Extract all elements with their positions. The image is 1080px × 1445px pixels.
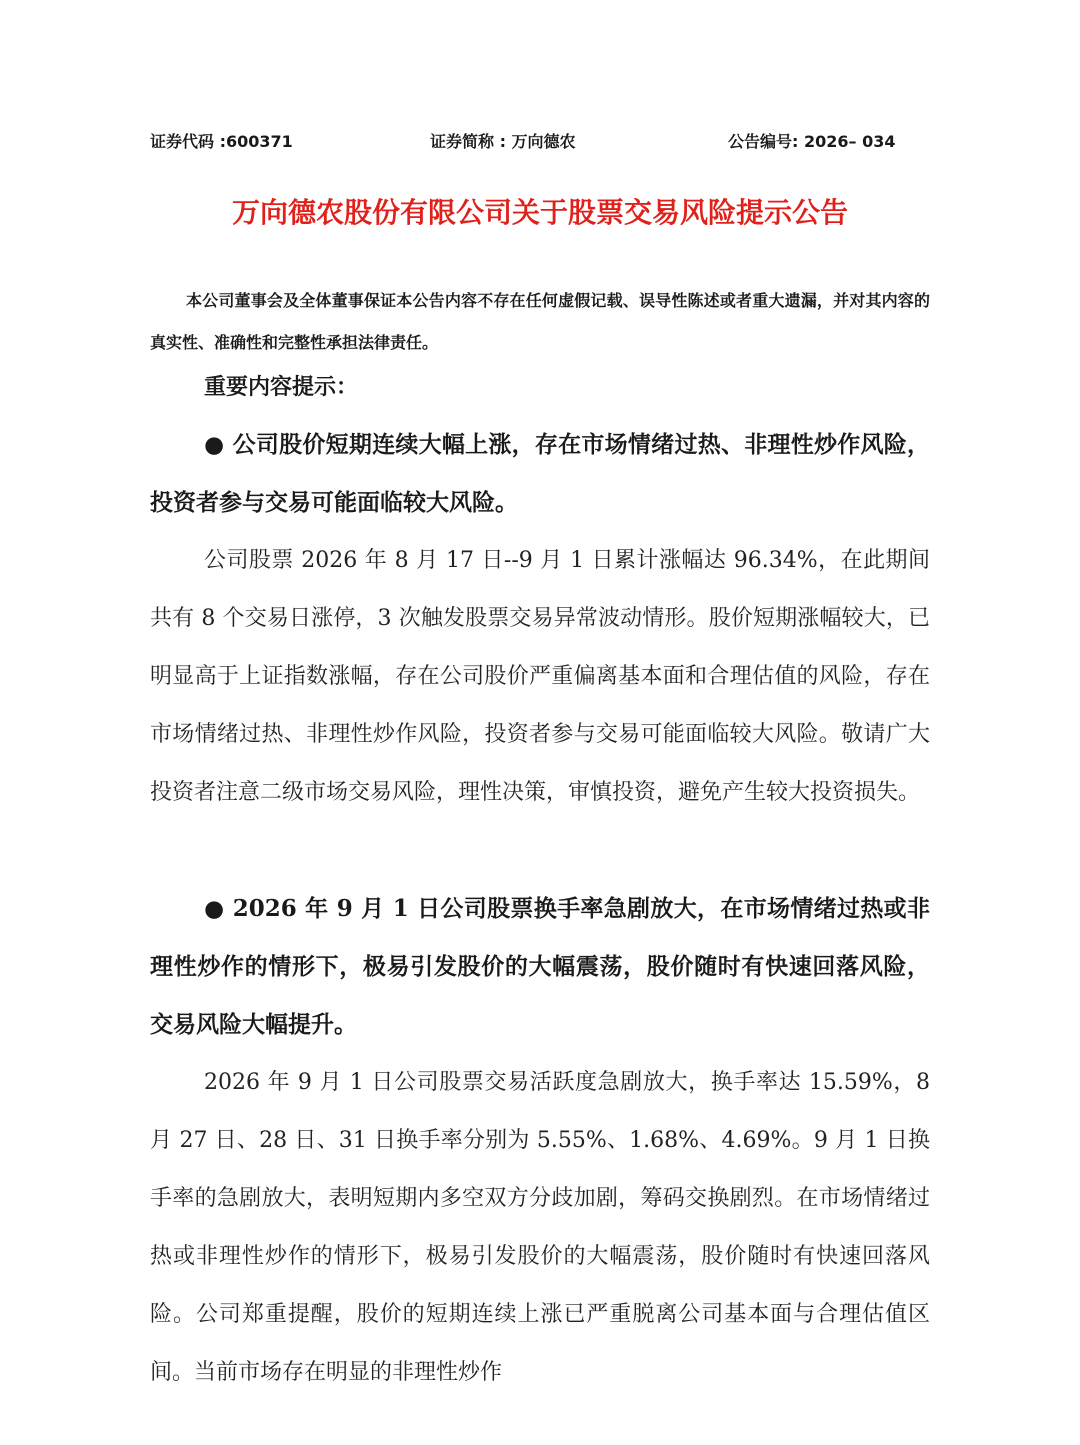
risk-body-2: 2026 年 9 月 1 日公司股票交易活跃度急剧放大，换手率达 15.59%，8 月 27 日、28 日、31 日换手率分别为 5.55%、1.68%、4.69%。9 月 1 日换手率的急剧放大，表明短期内多空双方分歧加剧，筹码交换剧烈。在市场情绪过热或非理性炒作的情形下，极易引发股价的大幅震荡，股价随时有快速回落风险。公司郑重提醒，股价的短期连续上涨已严重脱离公司基本面与合理估值区间。当前市场存在明显的非理性炒作 [150,1070,930,1385]
risk-bullet-2: ● 2026 年 9 月 1 日公司股票换手率急剧放大，在市场情绪过热或非理性炒作的情形下，极易引发股价的大幅震荡，股价随时有快速回落风险，交易风险大幅提升。 [150,895,930,1038]
document-title: 万向德农股份有限公司关于股票交易风险提示公告 [231,196,848,229]
notice-number: 公告编号: 2026– 034 [728,132,896,151]
risk-bullet-1: ● 公司股价短期连续大幅上涨，存在市场情绪过热、非理性炒作风险，投资者参与交易可能面临较大风险。 [150,431,930,516]
board-statement: 本公司董事会及全体董事保证本公告内容不存在任何虚假记载、误导性陈述或者重大遗漏，并对其内容的真实性、准确性和完整性承担法律责任。 [150,291,930,352]
announcement-header [150,128,910,156]
security-short-name: 证券简称 : 万向德农 [430,132,576,151]
section-heading: 重要内容提示： [204,374,359,400]
security-code: 证券代码 :600371 [150,132,293,151]
risk-body-1: 公司股票 2026 年 8 月 17 日--9 月 1 日累计涨幅达 96.34%，在此期间共有 8 个交易日涨停，3 次触发股票交易异常波动情形。股价短期涨幅较大，已明显高于上证指数涨幅，存在公司股价严重偏离基本面和合理估值的风险，存在市场情绪过热、非理性炒作风险，投资者参与交易可能面临较大风险。敬请广大投资者注意二级市场交易风险，理性决策，审慎投资，避免产生较大投资损失。 [150,548,930,805]
